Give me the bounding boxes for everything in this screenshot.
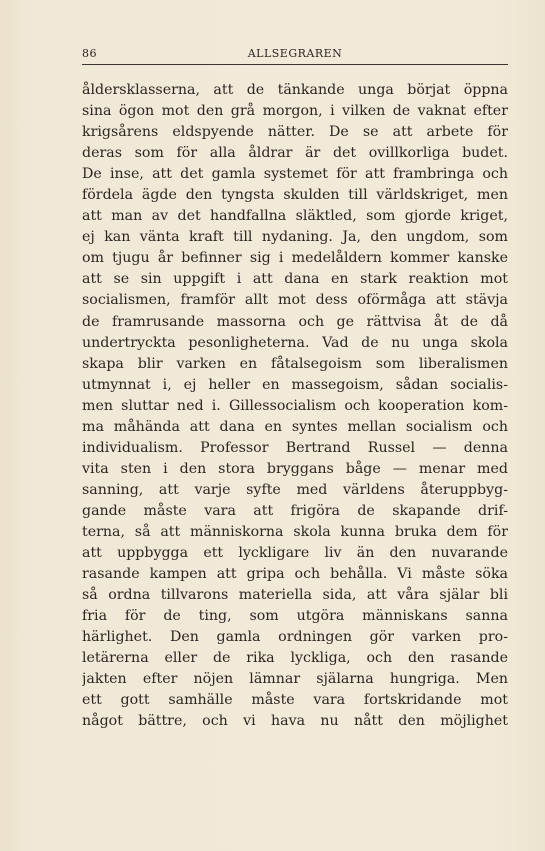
text-line: fria för de ting, som utgöra människans sanna — [82, 608, 508, 625]
text-line: fördela ägde den tyngsta skulden till världskriget, men — [82, 187, 508, 204]
text-line: något bättre, och vi hava nu nått den möjlighet — [82, 713, 508, 730]
text-line: krigsårens eldspyende nätter. De se att arbete för — [82, 124, 508, 141]
text-line: De inse, att det gamla systemet för att frambringa och — [82, 166, 508, 183]
running-header — [82, 44, 508, 65]
text-line: individualism. Professor Bertrand Russel — denna — [82, 439, 508, 456]
text-line: letärerna eller de rika lyckliga, och den rasande — [82, 650, 508, 667]
text-line: de framrusande massorna och ge rättvisa åt de då — [82, 313, 508, 330]
text-line: skapa blir varken en fåtalsegoism som liberalismen — [82, 355, 508, 372]
text-line: vita sten i den stora bryggans båge — menar med — [82, 460, 508, 477]
text-line: men sluttar ned i. Gillessocialism och kooperation kom- — [82, 397, 508, 414]
text-line: ma måhända att dana en syntes mellan socialism och — [82, 418, 508, 435]
text-line: att se sin uppgift i att dana en stark reaktion mot — [82, 271, 508, 288]
text-line: terna, så att människorna skola kunna bruka dem för — [82, 523, 508, 540]
text-line: åldersklasserna, att de tänkande unga börjat öppna — [82, 82, 508, 98]
text-line: att uppbygga ett lyckligare liv än den nuvarande — [82, 545, 508, 562]
text-line: deras som för alla åldrar är det ovillkorliga budet. — [82, 145, 508, 162]
text-line: socialismen, framför allt mot dess oförmåga att stävja — [82, 292, 508, 309]
text-line: rasande kampen att gripa och behålla. Vi måste söka — [82, 566, 508, 583]
text-line: om tjugu år befinner sig i medelåldern kommer kanske — [82, 250, 508, 267]
text-line: gande måste vara att frigöra de skapande drif- — [82, 502, 508, 519]
page-number: 86 — [82, 47, 97, 60]
text-line: så ordna tillvarons materiella sida, att våra själar bli — [82, 587, 508, 604]
text-line: jakten efter nöjen lämnar själarna hungriga. Men — [82, 671, 508, 688]
text-line: sanning, att varje syfte med världens återuppbyg- — [82, 481, 508, 498]
text-line: sina ögon mot den grå morgon, i vilken de vaknat efter — [82, 103, 508, 120]
body-text — [82, 80, 508, 732]
text-line: undertryckta pesonligheterna. Vad de nu unga skola — [82, 334, 508, 351]
text-line: härlighet. Den gamla ordningen gör varken pro- — [82, 629, 508, 646]
text-line: ett gott samhälle måste vara fortskridande mot — [82, 692, 508, 709]
running-title: ALLSEGRAREN — [247, 47, 343, 60]
text-line: utmynnat i, ej heller en massegoism, sådan socialis- — [82, 376, 508, 393]
text-line: att man av det handfallna släktled, som gjorde kriget, — [82, 208, 508, 225]
text-line: ej kan vänta kraft till nydaning. Ja, den ungdom, som — [82, 229, 508, 246]
